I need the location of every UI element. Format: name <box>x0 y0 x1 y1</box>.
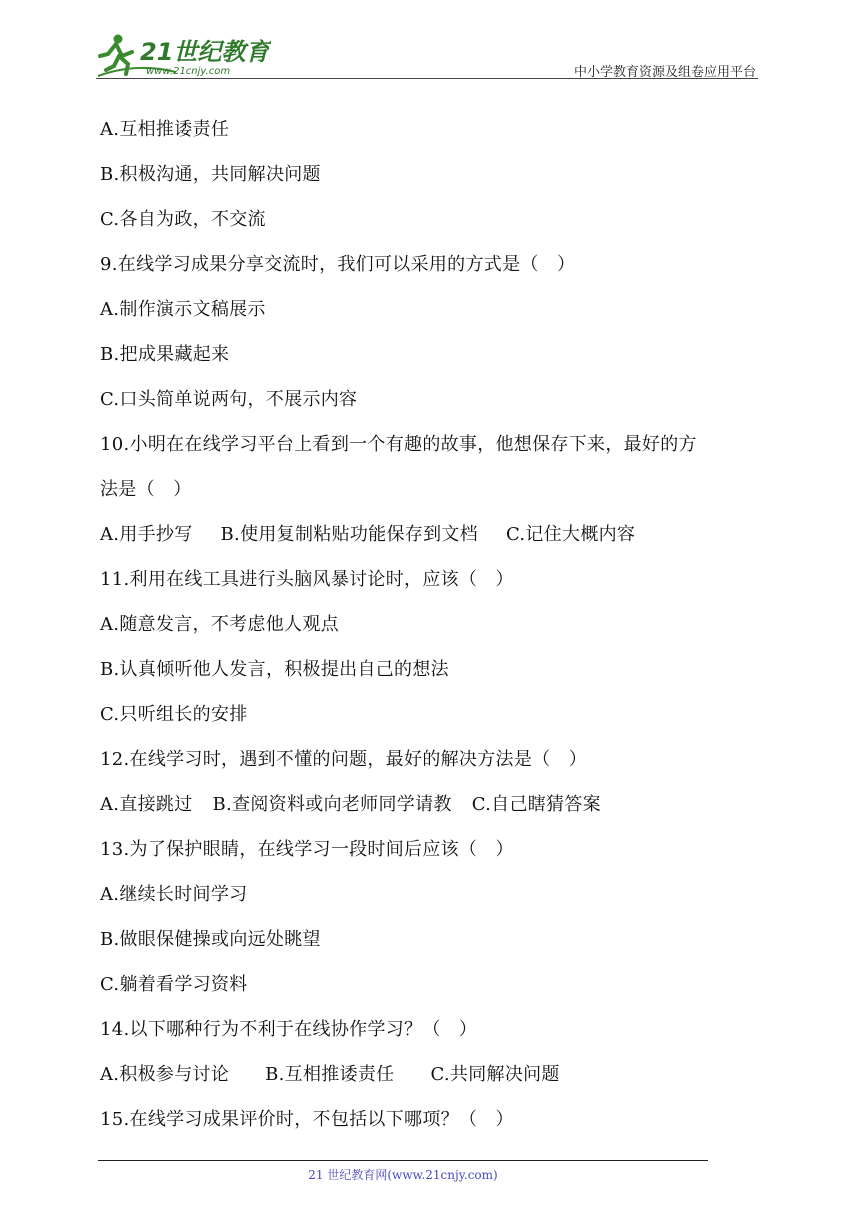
footer-divider <box>98 1160 708 1161</box>
text-line: C.口头简单说两句，不展示内容 <box>100 389 358 410</box>
question-content <box>100 107 780 1142</box>
question-10-cont: 法是（ ） <box>100 479 192 500</box>
text-line: A.随意发言，不考虑他人观点 <box>100 614 339 635</box>
text-line: A.互相推诿责任 <box>100 119 230 140</box>
text-line: B.做眼保健操或向远处眺望 <box>100 929 321 950</box>
option-b: B.使用复制粘贴功能保存到文档 <box>220 524 478 545</box>
text-line: B.积极沟通，共同解决问题 <box>100 164 321 185</box>
question-14: 14.以下哪种行为不利于在线协作学习？（ ） <box>100 1019 478 1040</box>
text-line: A.制作演示文稿展示 <box>100 299 266 320</box>
question-15: 15.在线学习成果评价时，不包括以下哪项？（ ） <box>100 1109 514 1130</box>
option-a: A.积极参与讨论 <box>100 1064 230 1085</box>
question-10: 10.小明在在线学习平台上看到一个有趣的故事，他想保存下来，最好的方 <box>100 434 697 455</box>
question-14-options <box>100 1052 780 1097</box>
option-b: B.查阅资料或向老师同学请教 <box>212 794 452 815</box>
page-header <box>96 32 758 80</box>
logo-text: 21世纪教育 <box>140 38 270 66</box>
text-line: B.把成果藏起来 <box>100 344 230 365</box>
option-a: A.用手抄写 <box>100 524 193 545</box>
option-c: C.共同解决问题 <box>430 1064 560 1085</box>
question-11: 11.利用在线工具进行头脑风暴讨论时，应该（ ） <box>100 569 514 590</box>
question-12: 12.在线学习时，遇到不懂的问题，最好的解决方法是（ ） <box>100 749 588 770</box>
logo-url: www.21cnjy.com <box>146 66 231 77</box>
text-line: C.躺着看学习资料 <box>100 974 248 995</box>
option-b: B.互相推诿责任 <box>265 1064 395 1085</box>
question-13: 13.为了保护眼睛，在线学习一段时间后应该（ ） <box>100 839 514 860</box>
text-line: A.继续长时间学习 <box>100 884 248 905</box>
site-logo <box>96 32 271 78</box>
option-a: A.直接跳过 <box>100 794 193 815</box>
option-c: C.记住大概内容 <box>505 524 636 545</box>
footer-text: 21 世纪教育网(www.21cnjy.com) <box>308 1168 498 1182</box>
option-c: C.自己瞎猜答案 <box>471 794 601 815</box>
text-line: B.认真倾听他人发言，积极提出自己的想法 <box>100 659 449 680</box>
question-9: 9.在线学习成果分享交流时，我们可以采用的方式是（ ） <box>100 254 576 275</box>
text-line: C.只听组长的安排 <box>100 704 248 725</box>
question-10-options <box>100 512 780 557</box>
header-platform-text: 中小学教育资源及组卷应用平台 <box>573 65 756 80</box>
header-divider <box>96 78 758 79</box>
text-line: C.各自为政，不交流 <box>100 209 266 230</box>
question-12-options <box>100 782 780 827</box>
